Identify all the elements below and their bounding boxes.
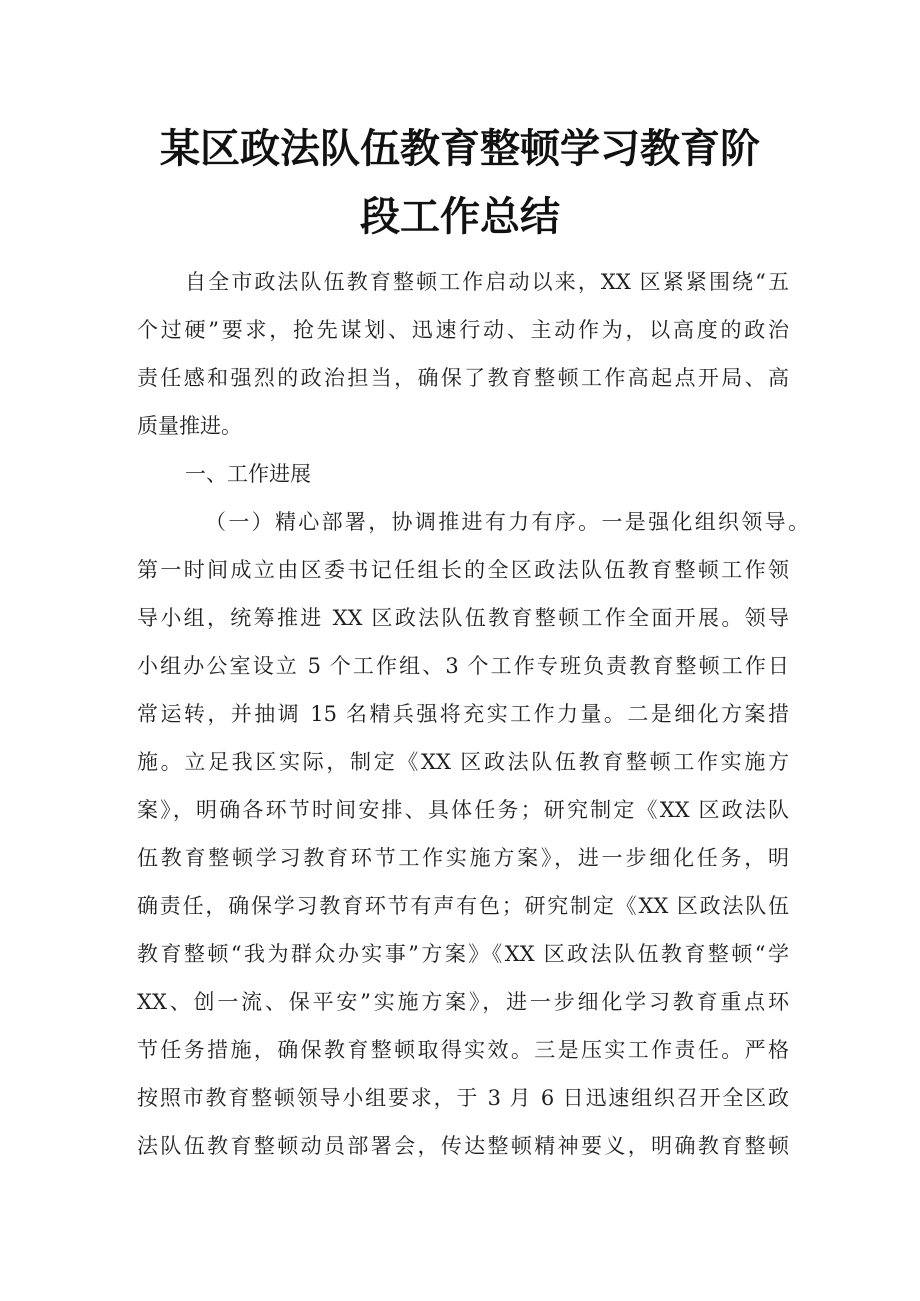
document-title-line-1: 某区政法队伍教育整顿学习教育阶 — [160, 126, 760, 172]
paragraph-line-12: 节任务措施，确保教育整顿取得实效。三是压实工作责任。严格 — [137, 1038, 789, 1062]
paragraph-line-2: 第一时间成立由区委书记任组长的全区政法队伍教育整顿工作领 — [137, 558, 789, 582]
paragraph-line-3: 导小组，统筹推进 XX 区政法队伍教育整顿工作全面开展。领导 — [137, 606, 789, 630]
paragraph-line-11: XX、创一流、保平安”实施方案》，进一步细化学习教育重点环 — [137, 990, 789, 1014]
paragraph-line-7: 案》，明确各环节时间安排、具体任务；研究制定《XX 区政法队 — [137, 798, 789, 822]
paragraph-line-9: 确责任，确保学习教育环节有声有色；研究制定《XX 区政法队伍 — [137, 894, 789, 918]
intro-line-3: 责任感和强烈的政治担当，确保了教育整顿工作高起点开局、高 — [137, 366, 789, 390]
intro-line-2: 个过硬”要求，抢先谋划、迅速行动、主动作为，以高度的政治 — [137, 318, 789, 342]
paragraph-line-13: 按照市教育整顿领导小组要求，于 3 月 6 日迅速组织召开全区政 — [137, 1086, 789, 1110]
document-title-line-2: 段工作总结 — [360, 194, 560, 240]
paragraph-line-5: 常运转，并抽调 15 名精兵强将充实工作力量。二是细化方案措 — [137, 702, 789, 726]
paragraph-line-14: 法队伍教育整顿动员部署会，传达整顿精神要义，明确教育整顿 — [137, 1134, 789, 1158]
paragraph-line-6: 施。立足我区实际，制定《XX 区政法队伍教育整顿工作实施方 — [137, 750, 789, 774]
section-heading: 一、工作进展 — [185, 462, 311, 486]
paragraph-line-4: 小组办公室设立 5 个工作组、3 个工作专班负责教育整顿工作日 — [137, 654, 789, 678]
intro-line-1: 自全市政法队伍教育整顿工作启动以来，XX 区紧紧围绕“五 — [185, 270, 789, 294]
paragraph-line-10: 教育整顿“我为群众办实事”方案》《XX 区政法队伍教育整顿“学 — [137, 942, 789, 966]
paragraph-line-1: （一）精心部署，协调推进有力有序。一是强化组织领导。 — [205, 510, 809, 534]
paragraph-line-8: 伍教育整顿学习教育环节工作实施方案》，进一步细化任务，明 — [137, 846, 789, 870]
intro-line-4: 质量推进。 — [137, 414, 242, 438]
